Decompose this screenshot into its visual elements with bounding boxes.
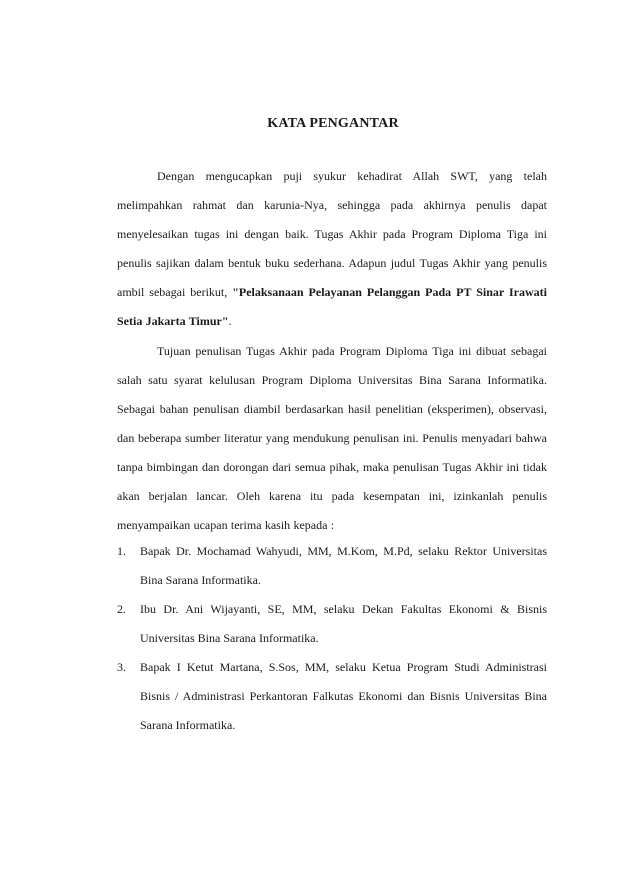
list-item-number: 2. [117, 602, 126, 616]
list-item [117, 595, 547, 653]
paragraph-purpose [117, 337, 547, 540]
thesis-title: "Pelaksanaan Pelayanan Pelanggan Pada PT Sinar Irawati Setia Jakarta Timur" [117, 285, 547, 328]
acknowledgement-list [117, 537, 547, 740]
list-item [117, 537, 547, 595]
list-item-text: Ibu Dr. Ani Wijayanti, SE, MM, selaku Dekan Fakultas Ekonomi & Bisnis Universitas Bina Sarana Informatika. [140, 602, 547, 645]
paragraph-opening [117, 162, 547, 336]
list-item-text: Bapak I Ketut Martana, S.Sos, MM, selaku Ketua Program Studi Administrasi Bisnis / Administrasi Perkantoran Falkutas Ekonomi dan Bisnis Universitas Bina Sarana Informatika. [140, 660, 547, 732]
list-item [117, 653, 547, 740]
paragraph-opening-end: . [228, 314, 232, 328]
paragraph-opening-text: Dengan mengucapkan puji syukur kehadirat Allah SWT, yang telah melimpahkan rahmat dan karunia-Nya, sehingga pada akhirnya penulis dapat menyelesaikan tugas ini dengan baik. Tugas Akhir pada Program Diploma Tiga ini penulis sajikan dalam bentuk buku sederhana. Adapun judul Tugas Akhir yang penulis ambil sebagai berikut, [117, 169, 547, 299]
list-item-text: Bapak Dr. Mochamad Wahyudi, MM, M.Kom, M.Pd, selaku Rektor Universitas Bina Sarana Informatika. [140, 544, 547, 587]
paragraph-purpose-text: Tujuan penulisan Tugas Akhir pada Program Diploma Tiga ini dibuat sebagai salah satu syarat kelulusan Program Diploma Universitas Bina Sarana Informatika. Sebagai bahan penulisan diambil berdasarkan hasil penelitian (eksperimen), observasi, dan beberapa sumber literatur yang mendukung penulisan ini. Penulis menyadari bahwa tanpa bimbingan dan dorongan dari semua pihak, maka penulisan Tugas Akhir ini tidak akan berjalan lancar. Oleh karena itu pada kesempatan ini, izinkanlah penulis menyampaikan ucapan terima kasih kepada : [117, 344, 547, 532]
list-item-number: 3. [117, 660, 126, 674]
page-title: KATA PENGANTAR [267, 116, 399, 131]
list-item-number: 1. [117, 544, 126, 558]
